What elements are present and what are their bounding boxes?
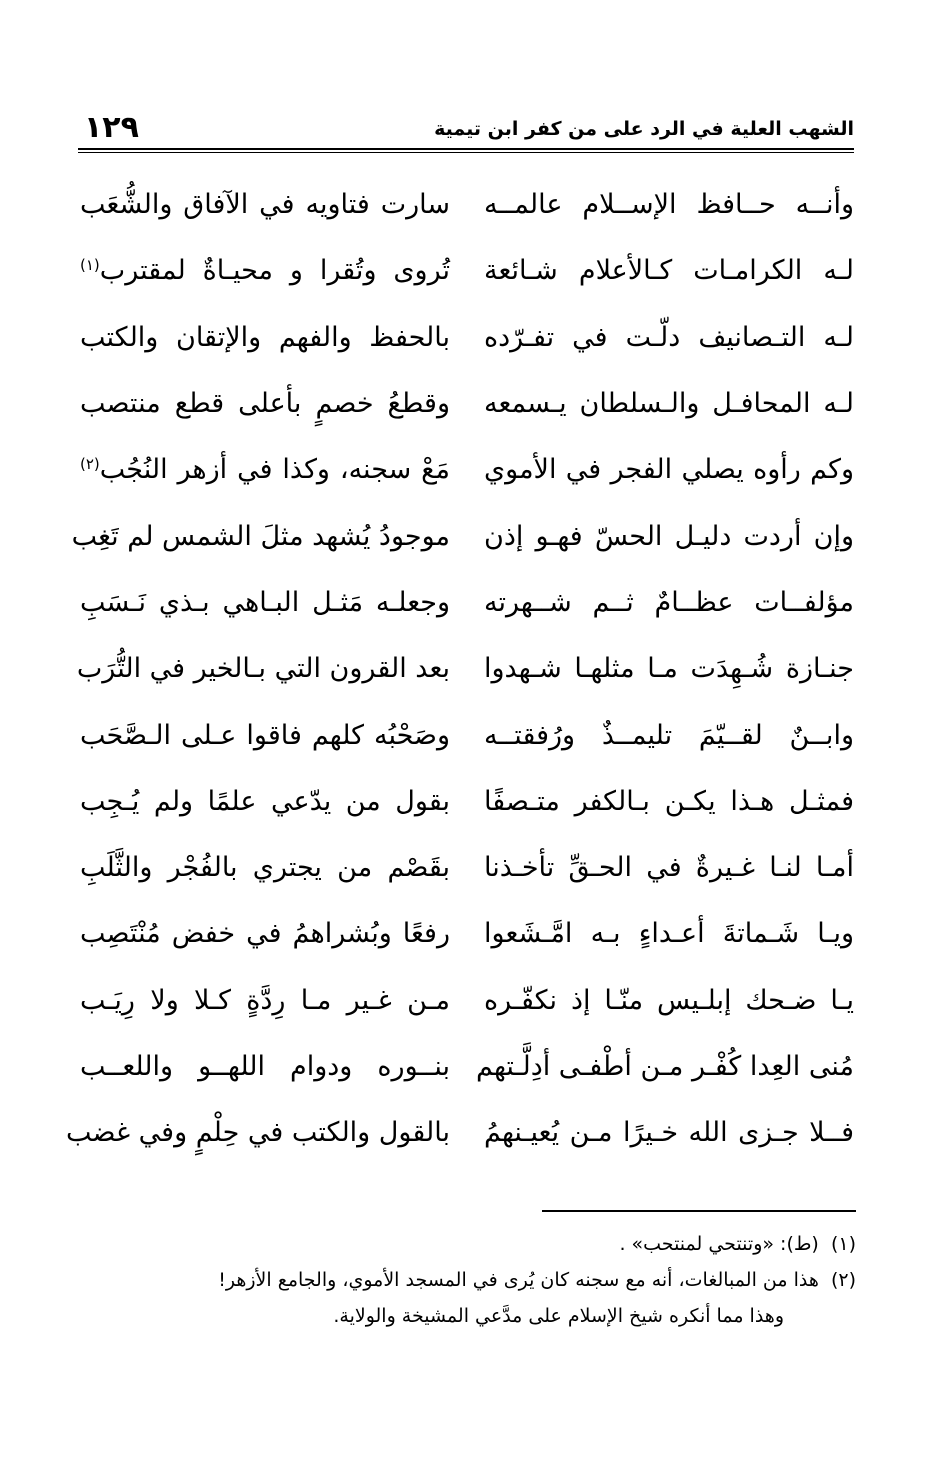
verse-first-hemistich: مُنى العِدا كُفْـر مـن أطْفـى أدِلَّـتهم [476, 1051, 854, 1082]
verse-line [80, 305, 854, 371]
page-header [78, 110, 854, 154]
footnote-2 [80, 1262, 856, 1298]
verse-line [80, 238, 854, 304]
verse-first-hemistich: لـه المحافـل والـسلطان يـسمعه [484, 388, 854, 420]
footnote-ref[interactable]: (١) [80, 256, 100, 275]
verse-first-hemistich: يـا ضـحك إبلـيس منّـا إذ نكفّـره [484, 984, 854, 1016]
verse-first-hemistich: وابــنٌ لقــيّمَ تليمــذٌ ورُفقتــه [484, 719, 854, 751]
verse-first-hemistich: فمثـل هـذا يكـن بـالكفر متـصفًا [484, 785, 854, 817]
verse-first-hemistich: مؤلفــات عظــامٌ ثــم شــهرته [484, 586, 854, 618]
verse-second-hemistich: رفعًا وبُشراهمُ في خفض مُنْتَصِب [80, 918, 450, 950]
footnote-text: (ط): «وتنتحي لمنتحب» . [619, 1233, 819, 1255]
verse-line [76, 636, 854, 702]
footnote-marker: (٢) [830, 1269, 856, 1291]
verse-line [80, 901, 854, 967]
verse-first-hemistich: وإن أردت دليـل الحسّ فهـو إذن [484, 520, 854, 552]
footnote-marker: (١) [830, 1233, 856, 1255]
verse-second-hemistich: وجعلـه مَثـل البـاهي بـذي نَـسَبِ [80, 586, 450, 618]
footnote-1 [80, 1226, 856, 1262]
verse-first-hemistich: لـه التـصانيف دلّـت في تفـرّده [484, 321, 854, 353]
verse-second-hemistich: وصَحْبُه كلهم فاقوا عـلى الـصَّحَب [80, 719, 450, 751]
running-title: الشهب العلية في الرد على من كفر ابن تيمية [434, 118, 854, 140]
verse-first-hemistich: وأنــه حــافظ الإســلام عالمــه [484, 189, 854, 221]
verse-first-hemistich: ويـا شَـماتةَ أعـداءٍ بـه امَّـشَعوا [484, 918, 854, 950]
verse-second-hemistich: وقطعُ خصمٍ بأعلى قطع منتصب [80, 388, 450, 420]
footnote-separator [542, 1210, 856, 1212]
verse-second-hemistich: بعد القرون التي بـالخير في التُّرَب [76, 653, 450, 685]
footnote-2-continuation [80, 1298, 856, 1334]
verse-first-hemistich: فــلا جـزى الله خـيرًا مـن يُعيـنهمُ [484, 1117, 854, 1149]
footnote-ref[interactable]: (٢) [80, 455, 100, 474]
verse-first-hemistich: وكم رأوه يصلي الفجر في الأموي [484, 454, 854, 486]
verse-line [80, 702, 854, 768]
verse-second-hemistich: بالقول والكتب في حِلْمٍ وفي غضب [66, 1117, 450, 1149]
verse-line [80, 835, 854, 901]
verse-text: تُروى وتُقرا و محيـاةٌ لمقترب [99, 255, 450, 287]
verse-line [66, 1100, 854, 1166]
footnotes [80, 1226, 856, 1334]
verse-second-hemistich [80, 450, 450, 490]
verse-line [80, 1034, 854, 1100]
verse-line [80, 172, 854, 238]
verse-line [80, 968, 854, 1034]
verse-second-hemistich: بنــوره ودوام اللهــو واللعــب [80, 1051, 450, 1082]
verse-second-hemistich: بالحفظ والفهم والإتقان والكتب [80, 321, 450, 353]
verse-second-hemistich: مـن غـير مـا رِدَّةٍ كـلا ولا رِيَـب [80, 984, 450, 1016]
verse-line [71, 503, 854, 569]
header-rule [78, 148, 854, 150]
verse-line [80, 437, 854, 503]
verse-second-hemistich: سارت فتاويه في الآفاق والشُّعَب [80, 189, 450, 221]
poem-verses [66, 172, 854, 1166]
verse-second-hemistich: بقول من يدّعي علمًا ولم يُـجِب [80, 785, 450, 817]
verse-line [80, 769, 854, 835]
verse-first-hemistich: أمـا لنـا غـيرةٌ في الحـقِّ تأخـذنا [484, 852, 854, 884]
footnote-text-continuation: وهذا مما أنكره شيخ الإسلام على مدَّعي المشيخة والولاية. [333, 1305, 784, 1327]
footnote-text: هذا من المبالغات، أنه مع سجنه كان يُرى في المسجد الأموي، والجامع الأزهر! [218, 1269, 819, 1291]
header-rule-thin [78, 152, 854, 153]
verse-first-hemistich: جنـازة شُـهِدَت مـا مثلهـا شـهدوا [484, 653, 854, 685]
page-number: ١٢٩ [84, 110, 139, 145]
verse-second-hemistich: موجودُ يُشهد مثلَ الشمس لم تَغِب [71, 520, 450, 552]
verse-line [80, 371, 854, 437]
verse-text: مَعْ سجنه، وكذا في أزهر النُجُب [99, 454, 450, 486]
verse-second-hemistich: بقَصْم من يجتري بالفُجْر والثَّلَبِ [80, 852, 450, 884]
verse-second-hemistich [80, 251, 450, 291]
verse-first-hemistich: لـه الكرامـات كـالأعلام شـائعة [484, 255, 854, 287]
verse-line [80, 570, 854, 636]
